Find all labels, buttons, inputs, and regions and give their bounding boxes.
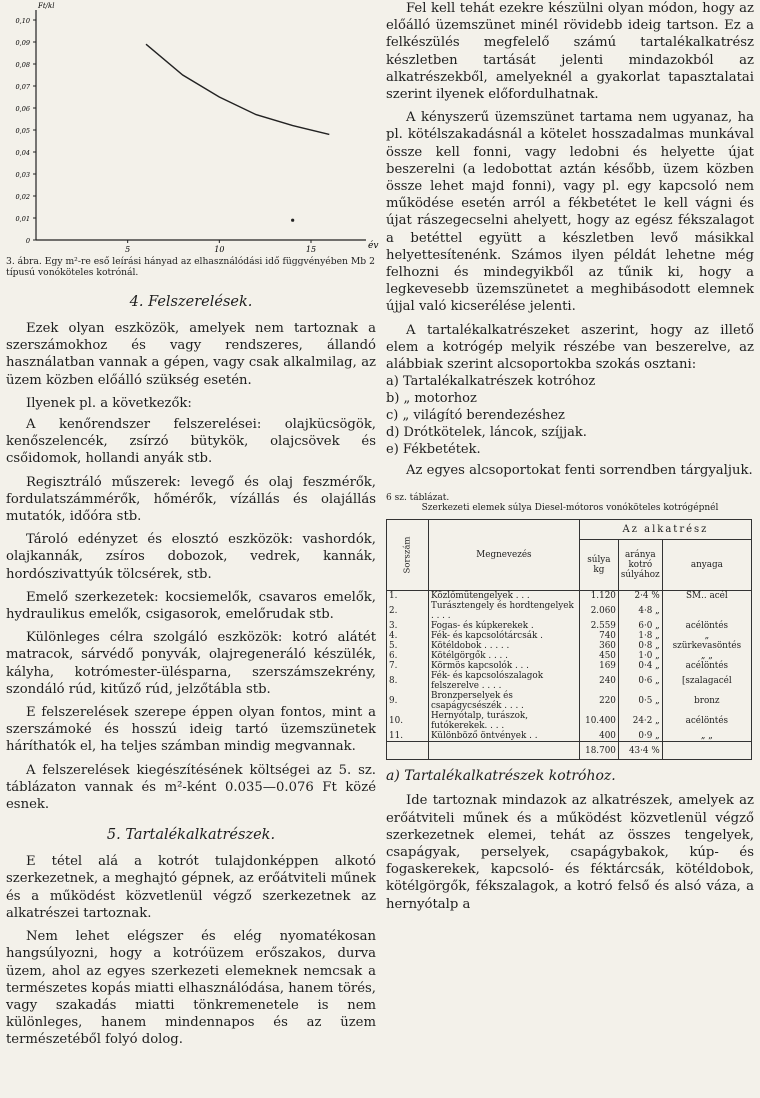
- cell-material: bronz: [662, 691, 751, 711]
- list-item: d) Drótkötelek, láncok, szíjjak.: [386, 425, 587, 441]
- table-row: [387, 671, 752, 691]
- cell-ratio: 24·2 „: [618, 711, 662, 731]
- right-column: [386, 0, 754, 913]
- cell-material: acélöntés: [662, 661, 751, 671]
- paragraph: A kenőrendszer felszerelései: olajkücsögök, kenőszelencék, zsírzó bütykök, olajcsövek és csőidomok, hollandi anyák stb.: [6, 417, 376, 467]
- table-row: [387, 601, 752, 621]
- cell-no: 5.: [387, 641, 429, 651]
- cell-name: Bronzperselyek és csapágycsészék . . . .: [428, 691, 579, 711]
- subgroup-list: [386, 373, 754, 458]
- cell-ratio: 2·4 %: [618, 591, 662, 602]
- cell-material: „: [662, 631, 751, 641]
- cell-weight: 2.559: [579, 621, 618, 631]
- cell-material: szürkevasöntés: [662, 641, 751, 651]
- paragraph: Nem lehet elégszer és elég nyomatékosan hangsúlyozni, hogy a kotróüzem erőszakos, durva üzem, ahol az egyes szerkezeti elemeknek nemcsak a természetes kopás miatti elhasználódása, hanem törés, vagy szakadás miatti tönkremenetele is nem különleges, hanem mindennapos és az üzem természetéből folyó dolog.: [6, 929, 376, 1048]
- paragraph: Ezek olyan eszközök, amelyek nem tartoznak a szerszámokhoz és vagy rendszeres, állandó használatban vannak a gépen, vagy csak alkalmilag, az üzem közben előálló szükség esetén.: [6, 321, 376, 388]
- y-tick-label: 0: [25, 237, 30, 245]
- cell-no: 2.: [387, 601, 429, 621]
- y-tick-label: 0,07: [15, 83, 30, 91]
- cell-name: Hernyótalp, turászok, futókerekek. . . .: [428, 711, 579, 731]
- section-title-4: 4. Felszerelések.: [129, 294, 253, 310]
- cell-name: Fogas- és kúpkerekek .: [428, 621, 579, 631]
- table-row: [387, 661, 752, 671]
- paragraph: E tétel alá a kotrót tulajdonképpen alkotó szerkezetnek, a meghajtó gépnek, az erőátviteli műnek és a működést közvetlenül végző szerkezetnek az alkatrészei tartoznak.: [6, 854, 376, 921]
- list-item: a) Tartalékalkatrészek kotróhoz: [386, 374, 596, 390]
- cell-material: „ „: [662, 651, 751, 661]
- cell-no: 9.: [387, 691, 429, 711]
- cell-no: 1.: [387, 591, 429, 602]
- table-row: [387, 711, 752, 731]
- cell-name: Fék- és kapcsolószalagok felszerelve . . . .: [428, 671, 579, 691]
- paragraph: A kényszerű üzemszünet tartama nem ugyanaz, ha pl. kötélszakadásnál a kötelet hosszadalmas munkával össze kell fonni, vagy ledobni és helyette újat beszerelni (a ledobottat aztán később, üzem közben össze lehet majd fonni), vagy pl. egy kapcsoló nem működése esetén arról a fékbetétet le kell vágni és újat rászegecselni ahelyett, hogy az egész fékszalagot a betéttel együtt a készletben levő másikkal helyettesítenénk. Számos ilyen példát lehetne még felhozni és mindegyikből az tűnik ki, hogy a legkevesebb üzemszünetet a meghibásodott elemnek újjal való kicserélése jelenti.: [386, 110, 754, 315]
- y-axis-label: Ft/kl: [38, 2, 55, 10]
- paragraph: Fel kell tehát ezekre készülni olyan módon, hogy az előálló üzemszünet minél rövidebb ideig tartson. Ez a felkészülés megfelelő számú tartalékalkatrész készletben tartását jelenti mindazokból az alkatrészekből, amelyeknél a gyakorlat tapasztalatai szerint ilyenek előfordulhatnak.: [386, 1, 754, 103]
- y-tick-label: 0,08: [15, 61, 30, 69]
- paragraph: Emelő szerkezetek: kocsiemelők, csavaros emelők, hydraulikus emelők, csigasorok, emelőrudak stb.: [6, 589, 376, 623]
- list-item: b) „ motorhoz: [386, 391, 477, 407]
- cell-material: [szalagacél: [662, 671, 751, 691]
- table-row: [387, 691, 752, 711]
- cell-weight: 360: [579, 641, 618, 651]
- cell-material: [662, 601, 751, 621]
- paragraph: Ide tartoznak mindazok az alkatrészek, amelyek az erőátviteli műnek és a működést közvetlenül végző szerkezetnek elemei, tehát az összes tengelyek, csapágyak, perselyek, csapágybakok, kúp- és fogaskerekek, kapcsoló- és féktárcsák, kötéldobok, kötélgörgők, fékszalagok, a kotró felső és alsó váza, a hernyótalp a: [386, 793, 754, 912]
- header-ratio: aránya kotró súlyához: [618, 540, 662, 591]
- y-tick-label: 0,01: [15, 215, 30, 223]
- cell-name: Kötéldobok . . . . .: [428, 641, 579, 651]
- cell-name: Fék- és kapcsolótárcsák .: [428, 631, 579, 641]
- table-row: [387, 591, 752, 602]
- table-row: [387, 651, 752, 661]
- y-tick-label: 0,10: [15, 17, 30, 25]
- y-tick-label: 0,09: [15, 39, 30, 47]
- paragraph: Az egyes alcsoportokat fenti sorrendben tárgyaljuk.: [406, 463, 753, 479]
- header-no: Sorszám: [402, 536, 413, 574]
- paragraph: Tároló edényzet és elosztó eszközök: vashordók, olajkannák, zsíros dobozok, vedrek, kannák, hordószivattyúk tölcsérek, stb.: [6, 532, 376, 582]
- cell-ratio: 0·9 „: [618, 731, 662, 742]
- y-tick-label: 0,05: [15, 127, 30, 135]
- x-tick-label: 10: [214, 245, 225, 254]
- chart-svg: [6, 0, 379, 255]
- section-title-5: 5. Tartalékalkatrészek.: [106, 827, 276, 844]
- cell-weight: 400: [579, 731, 618, 742]
- table-row: [387, 631, 752, 641]
- cell-weight: 740: [579, 631, 618, 641]
- cell-weight: 450: [579, 651, 618, 661]
- cell-ratio: 1·0 „: [618, 651, 662, 661]
- x-axis-label: év: [368, 241, 379, 251]
- cell-material: „ „: [662, 731, 751, 742]
- cell-material: SM.. acél: [662, 591, 751, 602]
- paragraph: A tartalékalkatrészeket aszerint, hogy az illető elem a kotrógép melyik részébe van beszerelve, az alábbiak szerint alcsoportokba szokás osztani:: [386, 322, 754, 373]
- cell-no: 7.: [387, 661, 429, 671]
- y-tick-label: 0,02: [15, 193, 30, 201]
- cell-weight: 2.060: [579, 601, 618, 621]
- cell-ratio: 4·8 „: [618, 601, 662, 621]
- cell-weight: 169: [579, 661, 618, 671]
- data-point: [291, 219, 294, 222]
- cell-material: acélöntés: [662, 621, 751, 631]
- y-tick-label: 0,06: [15, 105, 30, 113]
- cell-weight: 240: [579, 671, 618, 691]
- cell-name: Közlőműtengelyek . . .: [428, 591, 579, 602]
- header-material: anyaga: [662, 540, 751, 591]
- figure-3: [6, 0, 379, 270]
- cell-name: Kötélgörgők . . . .: [428, 651, 579, 661]
- cell-weight: 220: [579, 691, 618, 711]
- list-item: c) „ világító berendezéshez: [386, 408, 565, 424]
- header-group: Az alkatrész: [579, 520, 751, 540]
- cell-ratio: 0·4 „: [618, 661, 662, 671]
- total-ratio: 43·4 %: [618, 742, 662, 760]
- weights-table: [386, 519, 752, 760]
- header-name: Megnevezés: [428, 520, 579, 591]
- list-item: e) Fékbetétek.: [386, 442, 481, 458]
- cell-no: 8.: [387, 671, 429, 691]
- total-weight: 18.700: [579, 742, 618, 760]
- paragraph: E felszerelések szerepe éppen olyan fontos, mint a szerszámoké és hosszú ideig tartó üzemszünetek háríthatók el, ha teljes számban mindig megvannak.: [6, 705, 376, 755]
- y-tick-label: 0,03: [15, 171, 30, 179]
- x-tick-label: 15: [305, 245, 317, 254]
- cell-no: 10.: [387, 711, 429, 731]
- cell-name: Körmös kapcsolók . . .: [428, 661, 579, 671]
- cell-no: 6.: [387, 651, 429, 661]
- cell-name: Turásztengely és hordtengelyek . . . .: [428, 601, 579, 621]
- paragraph: A felszerelések kiegészítésének költségei az 5. sz. táblázaton vannak és m²-ként 0.035—0.076 Ft közé esnek.: [6, 762, 376, 813]
- cell-weight: 10.400: [579, 711, 618, 731]
- x-tick-label: 5: [125, 245, 131, 254]
- cell-material: acélöntés: [662, 711, 751, 731]
- table-row: [387, 731, 752, 742]
- cell-ratio: 1·8 „: [618, 631, 662, 641]
- subsection-title: a) Tartalékalkatrészek kotróhoz.: [386, 768, 616, 785]
- cell-no: 3.: [387, 621, 429, 631]
- y-tick-label: 0,04: [15, 149, 30, 157]
- cell-ratio: 0·5 „: [618, 691, 662, 711]
- series-line: [146, 44, 329, 134]
- figure-caption: 3. ábra. Egy m²-re eső leírási hányad az elhasználódási idő függvényében Mb 2 típusú vonóköteles kotrónál.: [6, 256, 375, 278]
- table-row: [387, 641, 752, 651]
- cell-weight: 1.120: [579, 591, 618, 602]
- cell-ratio: 0·8 „: [618, 641, 662, 651]
- cell-no: 11.: [387, 731, 429, 742]
- cell-ratio: 6·0 „: [618, 621, 662, 631]
- table-row: [387, 621, 752, 631]
- cell-no: 4.: [387, 631, 429, 641]
- cell-name: Különböző öntvények . .: [428, 731, 579, 742]
- paragraph: Ilyenek pl. a következők:: [26, 395, 192, 411]
- paragraph: Regisztráló műszerek: levegő és olaj feszmérők, fordulatszámmérők, hőmérők, vízállás és olajállás mutatók, időóra stb.: [6, 474, 376, 525]
- header-weight: súlya kg: [579, 540, 618, 591]
- left-column: [6, 0, 379, 1048]
- table-title: Szerkezeti elemek súlya Diesel-mótoros vonóköteles kotrógépnél: [421, 503, 719, 514]
- paragraph: Különleges célra szolgáló eszközök: kotró alátét matracok, sárvédő ponyvák, olajregeneráló készülék, kályha, kotrómester-ülésparna, szerszámszekrény, szondáló rúd, kitűző rúd, jelzőtábla stb.: [6, 630, 376, 697]
- cell-ratio: 0·6 „: [618, 671, 662, 691]
- table-number: 6 sz. táblázat.: [386, 493, 450, 504]
